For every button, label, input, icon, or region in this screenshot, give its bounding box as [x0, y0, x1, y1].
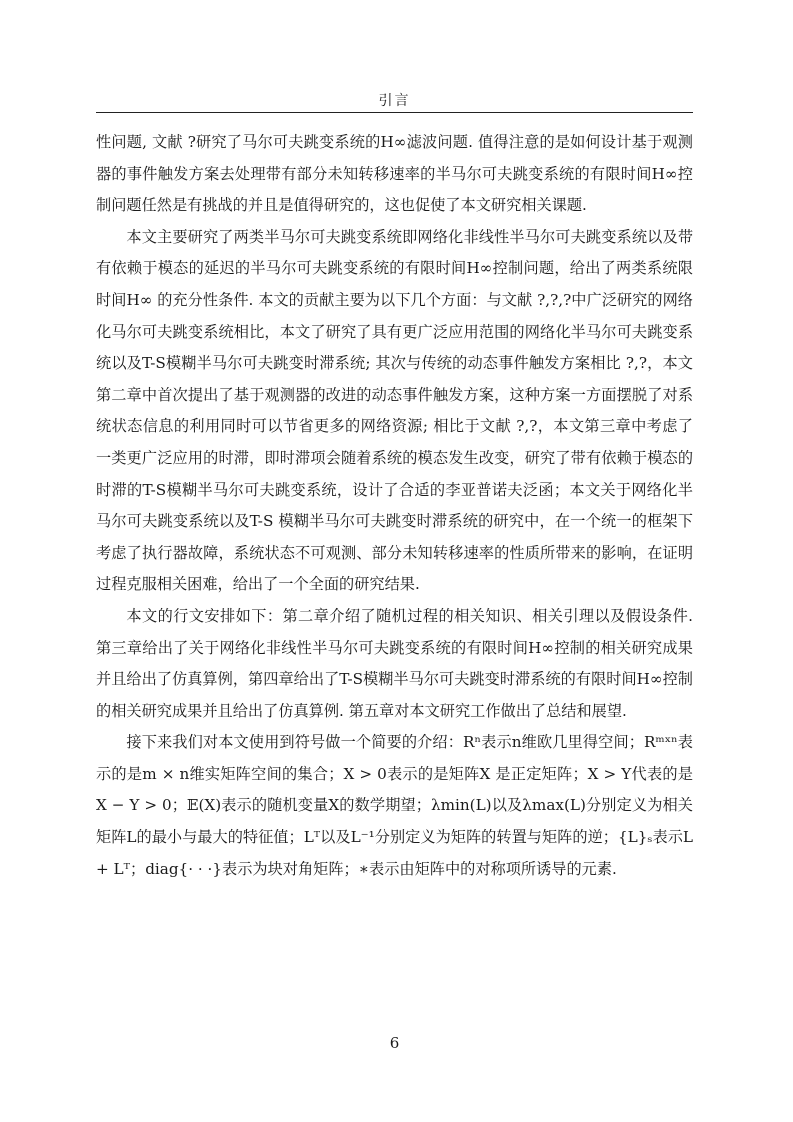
page-number: 6	[389, 1034, 400, 1052]
paragraph-outline: 本文的行文安排如下：第二章介绍了随机过程的相关知识、相关引理以及假设条件. 第三章给出了关于网络化非线性半马尔可夫跳变系统的有限时间H∞控制的相关研究成果并且给出了仿真算例，第四章给出了T-S模糊半马尔可夫跳变时滞系统的有限时间H∞控制的相关研究成果并且给出了仿真算例. 第五章对本文研究工作做出了总结和展望.	[96, 606, 693, 720]
paragraph-notation: 接下来我们对本文使用到符号做一个简要的介绍：Rⁿ表示n维欧几里得空间；Rᵐˣⁿ表示的是m × n维实矩阵空间的集合；X > 0表示的是矩阵X 是正定矩阵；X > Y代表的是X − Y > 0；𝔼(X)表示的随机变量X的数学期望；λmin(L)以及λmax(L)分别定义为相关矩阵L的最小与最大的特征值；Lᵀ以及L⁻¹分别定义为矩阵的转置与矩阵的逆；{L}ₛ表示L + Lᵀ；diag{· · ·}表示为块对角矩阵；∗表示由矩阵中的对称项所诱导的元素.	[96, 733, 693, 878]
running-header: 引言	[378, 93, 411, 109]
paragraph-contributions: 本文主要研究了两类半马尔可夫跳变系统即网络化非线性半马尔可夫跳变系统以及带有依赖于模态的延迟的半马尔可夫跳变系统的有限时间H∞控制问题，给出了两类系统限时间H∞ 的充分性条件. 本文的贡献主要为以下几个方面：与文献 ?,?,?中广泛研究的网络化马尔可夫跳变系统相比，本文了研究了具有更广泛应用范围的网络化半马尔可夫跳变系统以及T-S模糊半马尔可夫跳变时滞系统; 其次与传统的动态事件触发方案相比 ?,?，本文第二章中首次提出了基于观测器的改进的动态事件触发方案，这种方案一方面摆脱了对系统状态信息的利用同时可以节省更多的网络资源; 相比于文献 ?,?，本文第三章中考虑了一类更广泛应用的时滞，即时滞项会随着系统的模态发生改变，研究了带有依赖于模态的时滞的T-S模糊半马尔可夫跳变系统，设计了合适的李亚普诺夫泛函；本文关于网络化半马尔可夫跳变系统以及T-S 模糊半马尔可夫跳变时滞系统的研究中，在一个统一的框架下考虑了执行器故障，系统状态不可观测、部分未知转移速率的性质所带来的影响，在证明过程克服相关困难，给出了一个全面的研究结果.	[96, 227, 693, 594]
header-rule	[96, 112, 693, 113]
main-text	[96, 127, 693, 885]
paragraph-continuation: 性问题, 文献 ?研究了马尔可夫跳变系统的H∞滤波问题. 值得注意的是如何设计基于观测器的事件触发方案去处理带有部分未知转移速率的半马尔可夫跳变系统的有限时间H∞控制问题任然是有挑战的并且是值得研究的，这也促使了本文研究相关课题.	[96, 133, 693, 215]
